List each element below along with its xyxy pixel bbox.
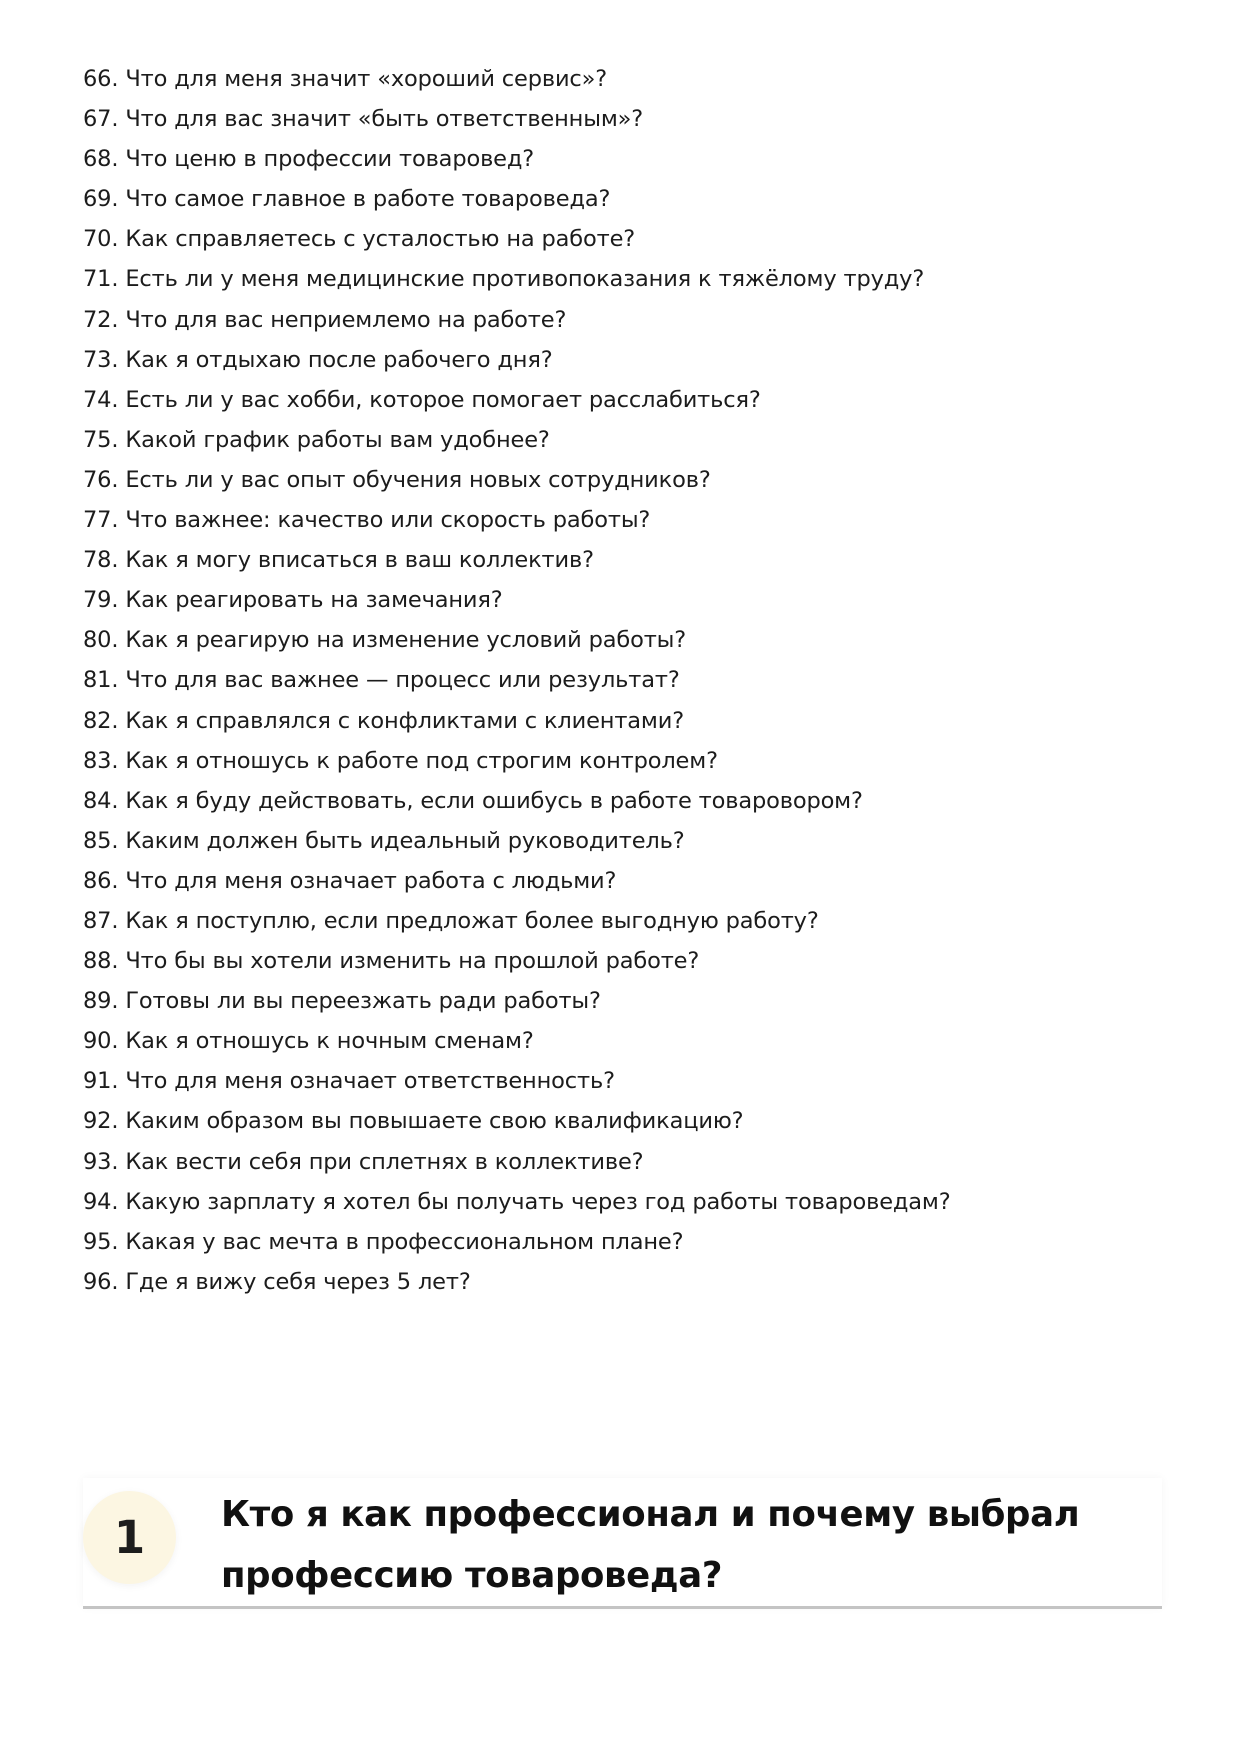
question-number: 94. (83, 1188, 119, 1215)
question-text: Как я справлялся с конфликтами с клиентами? (125, 707, 685, 734)
question-text: Что для меня означает работа с людьми? (125, 867, 617, 894)
question-text: Как я реагирую на изменение условий работы? (125, 627, 687, 654)
question-text: Какая у вас мечта в профессиональном плане? (125, 1228, 684, 1255)
question-number: 66. (83, 66, 119, 92)
question-item-95 (83, 1222, 1163, 1262)
question-number: 87. (83, 907, 119, 934)
question-item-78 (83, 540, 1163, 580)
question-item-70 (83, 219, 1163, 259)
question-text: Есть ли у вас опыт обучения новых сотрудников? (125, 466, 711, 493)
question-text: Готовы ли вы переезжать ради работы? (125, 988, 601, 1015)
question-text: Как я могу вписаться в ваш коллектив? (125, 547, 594, 574)
question-item-68 (83, 139, 1163, 179)
question-text: Что для вас значит «быть ответственным»? (125, 106, 644, 133)
question-number: 78. (83, 547, 119, 574)
question-number: 67. (83, 106, 119, 133)
question-item-80 (83, 620, 1163, 660)
question-item-86 (83, 861, 1163, 901)
section-title-line-2: профессию товароведа? (221, 1555, 723, 1596)
question-number: 68. (83, 146, 119, 173)
question-text: Как я отдыхаю после рабочего дня? (125, 346, 553, 373)
question-number: 89. (83, 988, 119, 1015)
question-item-96 (83, 1262, 1163, 1302)
question-text: Есть ли у вас хобби, которое помогает расслабиться? (125, 386, 761, 413)
question-text: Что для меня означает ответственность? (125, 1068, 615, 1095)
question-text: Что важнее: качество или скорость работы? (125, 507, 651, 534)
question-item-87 (83, 901, 1163, 941)
question-text: Какой график работы вам удобнее? (125, 426, 550, 453)
question-text: Как я отношусь к работе под строгим контролем? (125, 747, 718, 774)
question-item-84 (83, 781, 1163, 821)
question-item-88 (83, 941, 1163, 981)
question-number: 90. (83, 1028, 119, 1055)
question-number: 88. (83, 948, 119, 975)
question-number: 77. (83, 507, 119, 534)
question-text: Что бы вы хотели изменить на прошлой работе? (125, 948, 700, 975)
question-item-73 (83, 340, 1163, 380)
question-text: Что для меня значит «хороший сервис»? (125, 66, 608, 92)
question-number: 71. (83, 266, 119, 293)
question-item-74 (83, 380, 1163, 420)
question-item-76 (83, 460, 1163, 500)
question-item-81 (83, 660, 1163, 700)
question-number: 84. (83, 787, 119, 814)
question-item-89 (83, 981, 1163, 1021)
question-item-91 (83, 1061, 1163, 1101)
section-title (221, 1484, 1121, 1606)
question-text: Где я вижу себя через 5 лет? (125, 1268, 471, 1295)
question-number: 79. (83, 587, 119, 614)
question-number: 95. (83, 1228, 119, 1255)
question-text: Как я отношусь к ночным сменам? (125, 1028, 534, 1055)
question-number: 81. (83, 667, 119, 694)
question-number: 70. (83, 226, 119, 253)
question-item-94 (83, 1182, 1163, 1222)
question-text: Какую зарплату я хотел бы получать через год работы товароведам? (125, 1188, 951, 1215)
question-item-92 (83, 1101, 1163, 1141)
question-item-82 (83, 701, 1163, 741)
question-text: Как я буду действовать, если ошибусь в работе товаровором? (125, 787, 863, 814)
question-item-79 (83, 580, 1163, 620)
question-number: 75. (83, 426, 119, 453)
section-title-line-1: Кто я как профессионал и почему выбрал (221, 1494, 1080, 1535)
question-text: Что ценю в профессии товаровед? (125, 146, 535, 173)
question-number: 76. (83, 466, 119, 493)
question-number: 74. (83, 386, 119, 413)
question-number: 73. (83, 346, 119, 373)
question-item-66 (83, 59, 1163, 99)
question-text: Как справляетесь с усталостью на работе? (125, 226, 636, 253)
question-number: 72. (83, 306, 119, 333)
question-item-71 (83, 259, 1163, 299)
question-text: Что для вас важнее — процесс или результат? (125, 667, 680, 694)
question-text: Есть ли у меня медицинские противопоказания к тяжёлому труду? (125, 266, 925, 293)
question-item-93 (83, 1142, 1163, 1182)
question-number: 96. (83, 1268, 119, 1295)
question-text: Как вести себя при сплетнях в коллективе? (125, 1148, 644, 1175)
question-item-85 (83, 821, 1163, 861)
question-number: 92. (83, 1108, 119, 1135)
question-text: Как реагировать на замечания? (125, 587, 503, 614)
question-item-83 (83, 741, 1163, 781)
question-list (83, 59, 1163, 1302)
question-number: 93. (83, 1148, 119, 1175)
section-header (83, 1478, 1162, 1607)
question-number: 85. (83, 827, 119, 854)
question-number: 82. (83, 707, 119, 734)
question-text: Каким должен быть идеальный руководитель? (125, 827, 685, 854)
question-number: 91. (83, 1068, 119, 1095)
section-divider (83, 1606, 1162, 1609)
question-item-69 (83, 179, 1163, 219)
question-number: 80. (83, 627, 119, 654)
question-number: 83. (83, 747, 119, 774)
question-item-75 (83, 420, 1163, 460)
question-item-67 (83, 99, 1163, 139)
section-number-badge: 1 (83, 1491, 176, 1584)
question-text: Что для вас неприемлемо на работе? (125, 306, 567, 333)
question-text: Как я поступлю, если предложат более выгодную работу? (125, 907, 819, 934)
question-number: 69. (83, 186, 119, 213)
question-item-90 (83, 1021, 1163, 1061)
question-number: 86. (83, 867, 119, 894)
question-text: Что самое главное в работе товароведа? (125, 186, 611, 213)
question-item-72 (83, 300, 1163, 340)
question-item-77 (83, 500, 1163, 540)
question-text: Каким образом вы повышаете свою квалификацию? (125, 1108, 744, 1135)
